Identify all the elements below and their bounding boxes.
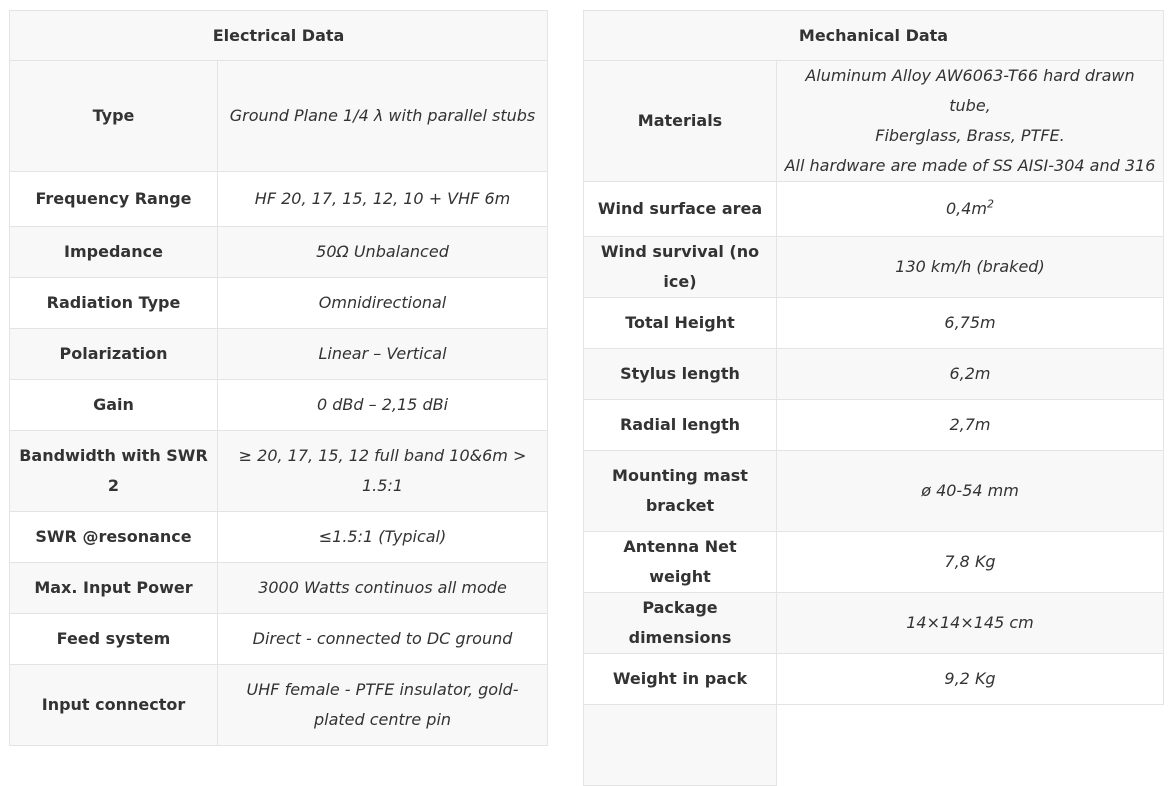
row-label: Type bbox=[10, 61, 218, 172]
row-value: ≤1.5:1 (Typical) bbox=[218, 512, 548, 563]
table-row bbox=[584, 61, 1164, 182]
row-value: Omnidirectional bbox=[218, 278, 548, 329]
row-value: 6,2m bbox=[777, 349, 1164, 400]
row-label: Package dimensions bbox=[584, 593, 777, 654]
row-label: Mounting mast bracket bbox=[584, 451, 777, 532]
electrical-data-title: Electrical Data bbox=[10, 11, 548, 61]
row-label: Input connector bbox=[10, 665, 218, 746]
table-row bbox=[584, 593, 1164, 654]
row-label: Antenna Net weight bbox=[584, 532, 777, 593]
empty-cell bbox=[584, 705, 777, 786]
row-value: 2,7m bbox=[777, 400, 1164, 451]
materials-value bbox=[777, 61, 1164, 182]
table-row bbox=[584, 451, 1164, 532]
row-value: 3000 Watts continuos all mode bbox=[218, 563, 548, 614]
row-label: Weight in pack bbox=[584, 654, 777, 705]
table-row bbox=[10, 512, 548, 563]
table-row bbox=[10, 278, 548, 329]
table-row bbox=[10, 172, 548, 227]
row-label: SWR @resonance bbox=[10, 512, 218, 563]
wind-area-value: 0,4m bbox=[945, 199, 988, 218]
row-value: 9,2 Kg bbox=[777, 654, 1164, 705]
row-label: Max. Input Power bbox=[10, 563, 218, 614]
materials-line: Aluminum Alloy AW6063-T66 hard drawn tube, bbox=[805, 66, 1135, 115]
row-label: Feed system bbox=[10, 614, 218, 665]
row-value: 50Ω Unbalanced bbox=[218, 227, 548, 278]
electrical-data-table bbox=[9, 10, 548, 746]
row-label: Polarization bbox=[10, 329, 218, 380]
table-row bbox=[584, 705, 1164, 786]
row-label: Wind survival (no ice) bbox=[584, 237, 777, 298]
table-row bbox=[584, 298, 1164, 349]
row-label: Total Height bbox=[584, 298, 777, 349]
table-row bbox=[10, 563, 548, 614]
row-label: Wind surface area bbox=[584, 182, 777, 237]
empty-cell bbox=[777, 705, 1164, 786]
row-label: Materials bbox=[584, 61, 777, 182]
table-row bbox=[10, 431, 548, 512]
table-row bbox=[10, 329, 548, 380]
row-value: 130 km/h (braked) bbox=[777, 237, 1164, 298]
row-value: Linear – Vertical bbox=[218, 329, 548, 380]
row-label: Radiation Type bbox=[10, 278, 218, 329]
row-value: Direct - connected to DC ground bbox=[218, 614, 548, 665]
row-value: ø 40-54 mm bbox=[777, 451, 1164, 532]
row-value bbox=[777, 182, 1164, 237]
materials-line: Fiberglass, Brass, PTFE. bbox=[875, 126, 1065, 145]
row-value: 14×14×145 cm bbox=[777, 593, 1164, 654]
mechanical-data-title: Mechanical Data bbox=[584, 11, 1164, 61]
table-row bbox=[584, 532, 1164, 593]
row-label: Frequency Range bbox=[10, 172, 218, 227]
row-label: Gain bbox=[10, 380, 218, 431]
row-label: Radial length bbox=[584, 400, 777, 451]
row-value: 0 dBd – 2,15 dBi bbox=[218, 380, 548, 431]
table-row bbox=[584, 237, 1164, 298]
table-row bbox=[10, 61, 548, 172]
row-value: 6,75m bbox=[777, 298, 1164, 349]
table-row bbox=[10, 614, 548, 665]
table-row bbox=[584, 182, 1164, 237]
materials-line: All hardware are made of SS AISI-304 and 316 bbox=[784, 156, 1156, 175]
table-row bbox=[10, 380, 548, 431]
row-value: HF 20, 17, 15, 12, 10 + VHF 6m bbox=[218, 172, 548, 227]
row-value: UHF female - PTFE insulator, gold-plated centre pin bbox=[218, 665, 548, 746]
table-row bbox=[584, 400, 1164, 451]
row-value: Ground Plane 1/4 λ with parallel stubs bbox=[218, 61, 548, 172]
unit-superscript: 2 bbox=[987, 197, 995, 211]
row-label: Impedance bbox=[10, 227, 218, 278]
row-value: ≥ 20, 17, 15, 12 full band 10&6m > 1.5:1 bbox=[218, 431, 548, 512]
table-row bbox=[10, 227, 548, 278]
row-value: 7,8 Kg bbox=[777, 532, 1164, 593]
row-label: Bandwidth with SWR 2 bbox=[10, 431, 218, 512]
row-label: Stylus length bbox=[584, 349, 777, 400]
mechanical-data-table bbox=[583, 10, 1164, 786]
table-row bbox=[10, 665, 548, 746]
table-row bbox=[584, 654, 1164, 705]
table-row bbox=[584, 349, 1164, 400]
